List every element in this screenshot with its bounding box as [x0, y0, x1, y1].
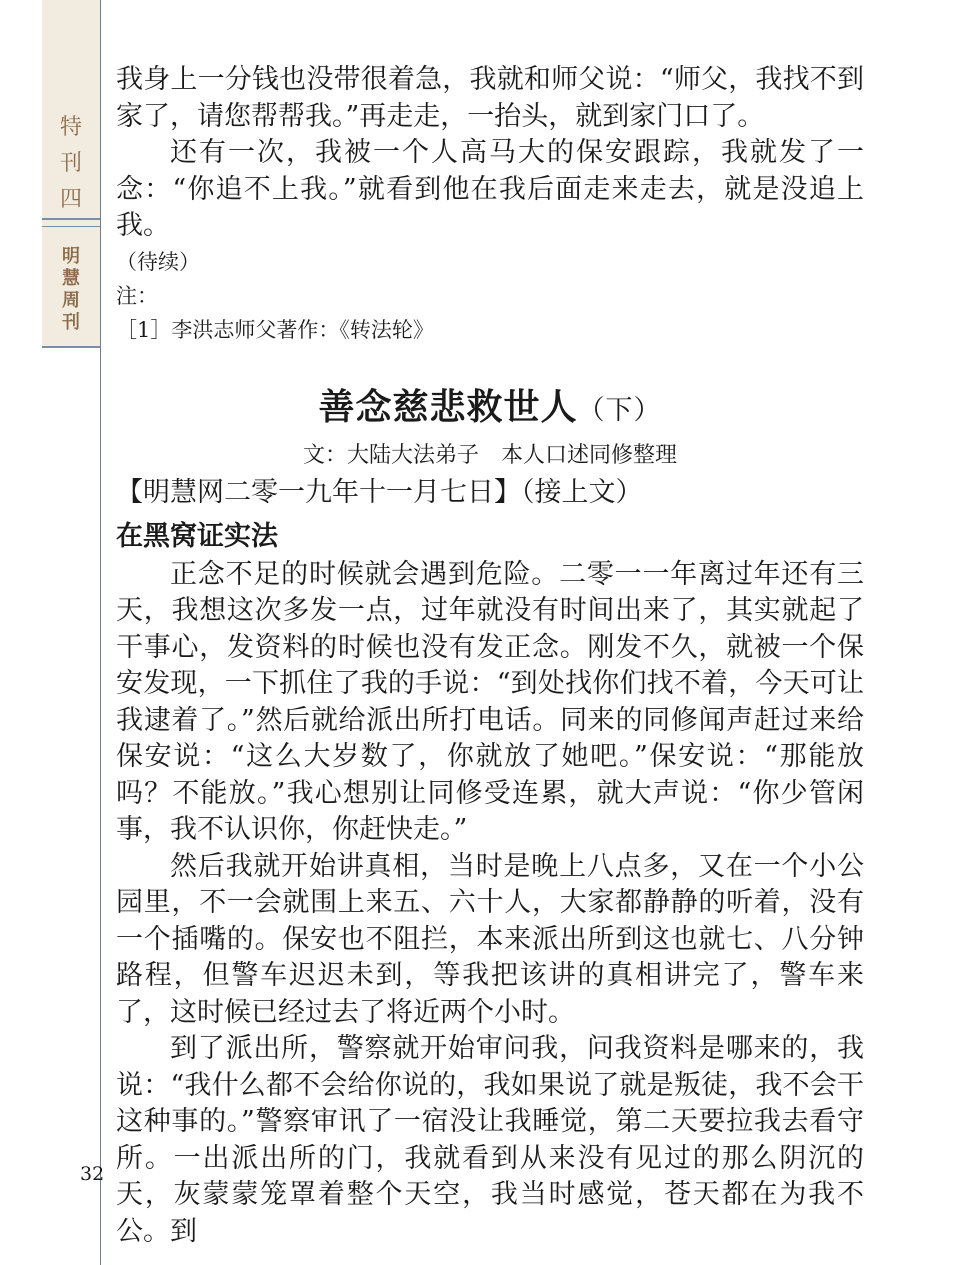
- page-number: 32: [80, 1163, 105, 1185]
- section-tab-char: 特: [59, 115, 82, 140]
- publication-tab-char: 刊: [62, 312, 80, 333]
- prev-article-paragraph: 还有一次，我被一个人高马大的保安跟踪，我就发了一念：“你追不上我。”就看到他在我后面走来走去，就是没追上我。: [116, 137, 864, 241]
- article-title-text: 善念慈悲救世人: [318, 385, 578, 428]
- section-heading: 在黑窝证实法: [116, 520, 278, 552]
- article-paragraph: 正念不足的时候就会遇到危险。二零一一年离过年还有三天，我想这次多发一点，过年就没有时间出来了，其实就起了干事心，发资料的时候也没有发正念。刚发不久，就被一个保安发现，一下抓住了我的手说：“到处找你们找不着，今天可让我逮着了。”然后就给派出所打电话。同来的同修闻声赶过来给保安说：“这么大岁数了，你就放了她吧。”保安说：“那能放吗？不能放。”我心想别让同修受连累，就大声说：“你少管闲事，我不认识你，你赶快走。”: [116, 558, 864, 845]
- publication-tab-char: 明: [62, 246, 80, 267]
- side-tab-divider-thin: [42, 226, 100, 227]
- footnote: ［1］李洪志师父著作：《转法轮》: [116, 317, 434, 342]
- article-title-suffix: （下）: [577, 394, 662, 426]
- prev-article-paragraph: 我身上一分钱也没带很着急，我就和师父说：“师父，我找不到家了，请您帮帮我。”再走走，一抬头，就到家门口了。: [116, 64, 864, 132]
- publication-tab-char: 慧: [62, 268, 80, 289]
- page-content: [116, 62, 864, 1250]
- publication-tab-char: 周: [62, 290, 80, 311]
- article-dateline: 【明慧网二零一九年十一月七日】（接上文）: [116, 476, 643, 508]
- section-tab-char: 四: [59, 187, 82, 212]
- margin-rule: [100, 0, 101, 1265]
- section-tab-char: 刊: [59, 151, 82, 176]
- article-byline: 文：大陆大法弟子 本人口述同修整理: [302, 442, 677, 468]
- notes-label: 注：: [116, 283, 158, 308]
- publication-tab-label: [42, 246, 100, 334]
- article-title: [116, 383, 864, 435]
- to-be-continued: （待续）: [116, 249, 200, 274]
- article-paragraph: 到了派出所，警察就开始审问我，问我资料是哪来的，我说：“我什么都不会给你说的，我如果说了就是叛徒，我不会干这种事的。”警察审讯了一宿没让我睡觉，第二天要拉我去看守所。一出派出所的门，我就看到从来没有见过的那么阴沉的天，灰蒙蒙笼罩着整个天空，我当时感觉，苍天都在为我不公。到: [116, 1033, 864, 1247]
- side-tab-divider: [42, 218, 100, 220]
- section-tab-label: [42, 110, 100, 218]
- article-paragraph: 然后我就开始讲真相，当时是晚上八点多，又在一个小公园里，不一会就围上来五、六十人，大家都静静的听着，没有一个插嘴的。保安也不阻拦，本来派出所到这也就七、八分钟路程，但警车迟迟未到，等我把该讲的真相讲完了，警车来了，这时候已经过去了将近两个小时。: [116, 850, 864, 1028]
